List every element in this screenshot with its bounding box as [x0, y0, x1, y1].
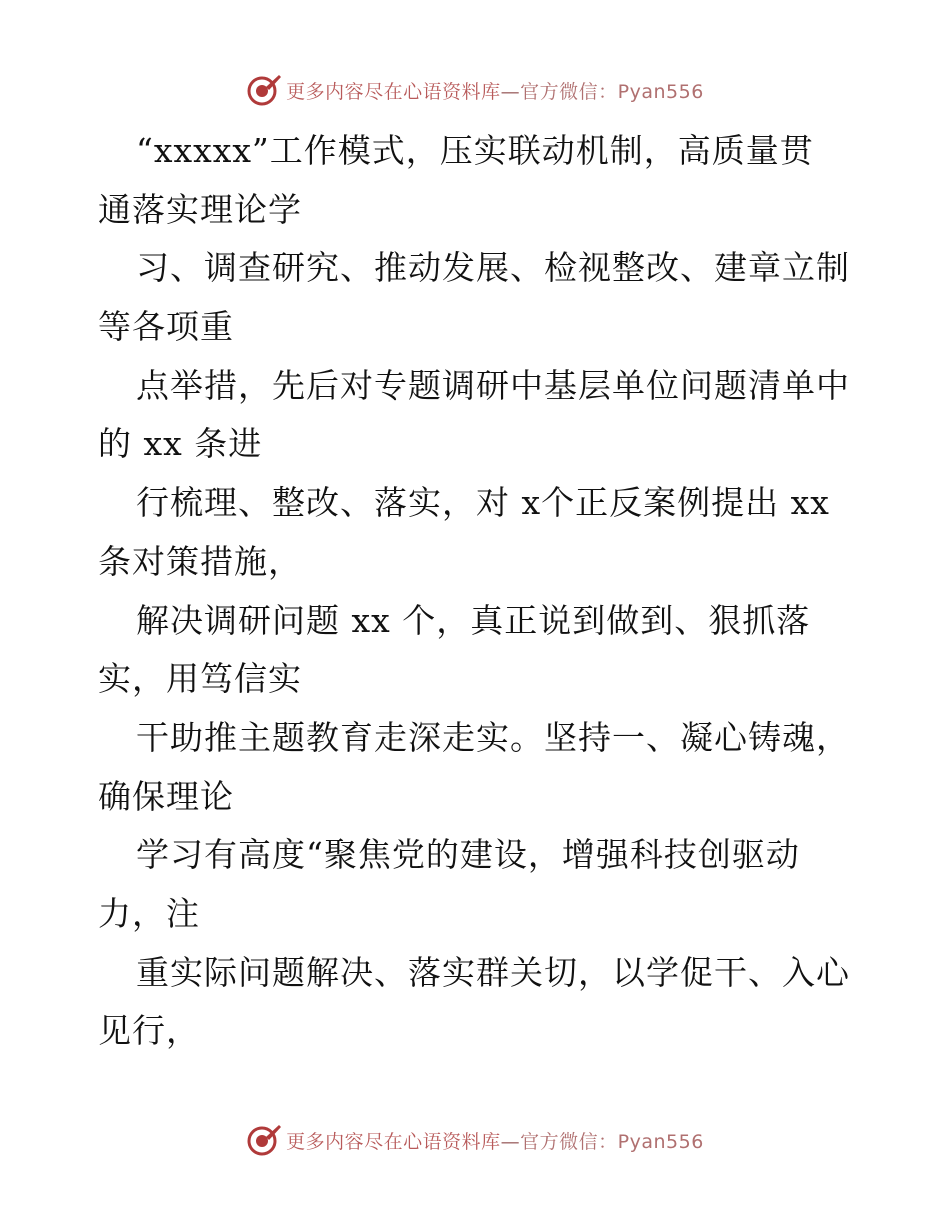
document-body	[98, 122, 858, 1061]
text-line: 力，注	[98, 893, 200, 933]
text-line: 确保理论	[98, 776, 234, 816]
footer-watermark	[0, 1120, 950, 1160]
text-line: “xxxxx”工作模式，压实联动机制，高质量贯	[136, 131, 814, 170]
pen-logo-icon	[246, 1122, 282, 1158]
watermark-site: 更多内容尽在心语资料库	[286, 1130, 501, 1153]
watermark-dash: —	[500, 1130, 521, 1153]
text-line: 实，用笃信实	[98, 659, 302, 699]
pen-logo-icon	[246, 72, 282, 108]
text-line: 等各项重	[98, 307, 234, 347]
text-line: 行梳理、整改、落实，对 x个正反案例提出 xx	[136, 483, 830, 523]
text-line: 条对策措施，	[98, 541, 302, 581]
text-line: 习、调查研究、推动发展、检视整改、建章立制	[136, 248, 850, 288]
text-line: 学习有高度“聚焦党的建设，增强科技创驱动	[136, 835, 800, 875]
text-line: 见行，	[98, 1011, 200, 1051]
watermark-wechat: 官方微信：Pyan556	[520, 80, 704, 103]
watermark-site: 更多内容尽在心语资料库	[286, 80, 501, 103]
text-line: 点举措，先后对专题调研中基层单位问题清单中	[136, 365, 850, 405]
watermark-text	[286, 1127, 704, 1154]
header-watermark	[0, 70, 950, 110]
text-line: 干助推主题教育走深走实。坚持一、凝心铸魂，	[136, 717, 850, 757]
text-line: 通落实理论学	[98, 189, 302, 229]
text-line: 的 xx 条进	[98, 424, 263, 464]
text-line: 解决调研问题 xx 个，真正说到做到、狠抓落	[136, 600, 811, 640]
watermark-wechat: 官方微信：Pyan556	[520, 1130, 704, 1153]
watermark-text	[286, 77, 704, 104]
watermark-dash: —	[500, 80, 521, 103]
text-line: 重实际问题解决、落实群关切，以学促干、入心	[136, 952, 850, 992]
